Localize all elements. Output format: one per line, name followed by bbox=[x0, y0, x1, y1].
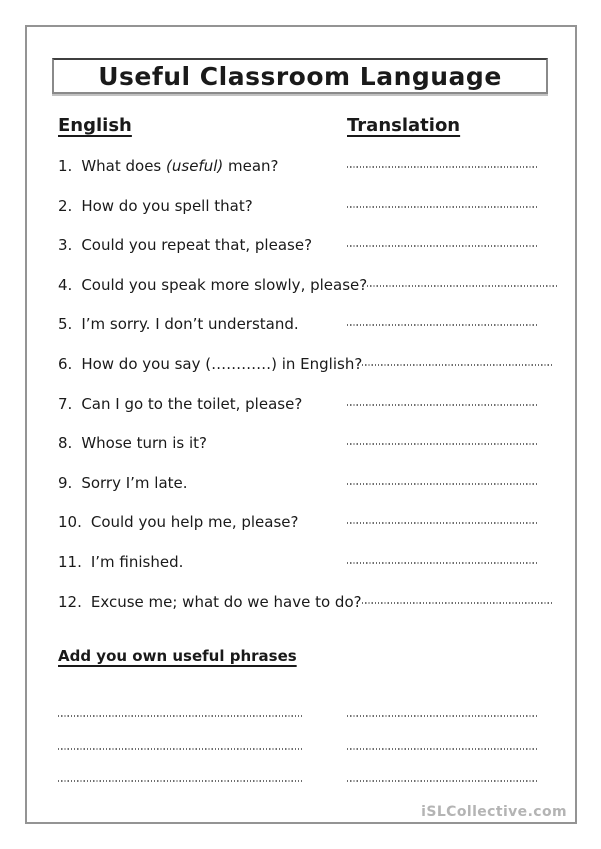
phrase-text: Could you repeat that, please? bbox=[81, 236, 313, 255]
phrase-number: 11. bbox=[58, 552, 82, 571]
phrase-row bbox=[58, 157, 540, 197]
blank-line-english bbox=[58, 715, 302, 717]
translation-blank-line bbox=[347, 522, 538, 524]
phrase-text: What does bbox=[81, 157, 167, 175]
translation-blank-line bbox=[367, 285, 558, 287]
blank-rows bbox=[58, 715, 540, 813]
phrase-row bbox=[58, 197, 540, 237]
translation-blank-line bbox=[347, 404, 538, 406]
column-gap bbox=[302, 748, 347, 749]
translation-blank-line bbox=[347, 166, 538, 168]
phrase-number: 7. bbox=[58, 394, 73, 413]
phrase-english bbox=[58, 395, 347, 414]
translation-blank-line bbox=[347, 443, 538, 445]
worksheet-page bbox=[25, 25, 577, 824]
translation-blank-line bbox=[347, 562, 538, 564]
column-gap bbox=[302, 715, 347, 716]
phrase-english bbox=[58, 593, 362, 612]
phrase-text: Whose turn is it? bbox=[81, 434, 207, 453]
phrase-english bbox=[58, 474, 347, 493]
phrase-row bbox=[58, 315, 540, 355]
phrase-english bbox=[58, 157, 347, 176]
blank-line-translation bbox=[347, 748, 538, 750]
translation-blank-line bbox=[347, 483, 538, 485]
phrase-row bbox=[58, 434, 540, 474]
phrase-number: 8. bbox=[58, 434, 73, 453]
blank-phrase-row bbox=[58, 748, 540, 781]
phrase-number: 10. bbox=[58, 513, 82, 532]
phrase-number: 2. bbox=[58, 196, 73, 215]
phrase-row bbox=[58, 355, 540, 395]
phrase-row bbox=[58, 236, 540, 276]
phrase-text: Sorry I’m late. bbox=[81, 473, 188, 492]
translation-blank-line bbox=[347, 324, 538, 326]
blank-line-english bbox=[58, 780, 302, 782]
phrase-number: 6. bbox=[58, 354, 73, 373]
column-header-english: English bbox=[58, 115, 132, 136]
phrase-text-italic: (useful) bbox=[166, 157, 224, 175]
phrase-row bbox=[58, 276, 540, 316]
phrase-english bbox=[58, 434, 347, 453]
blank-phrase-row bbox=[58, 715, 540, 748]
phrase-english bbox=[58, 513, 347, 532]
blank-line-english bbox=[58, 748, 302, 750]
phrase-text: How do you say (…………) in English? bbox=[81, 354, 363, 373]
phrase-number: 4. bbox=[58, 275, 73, 294]
watermark: iSLCollective.com bbox=[421, 804, 567, 820]
phrase-number: 12. bbox=[58, 592, 82, 611]
phrase-text: I’m sorry. I don’t understand. bbox=[81, 315, 299, 334]
add-phrases-heading: Add you own useful phrases bbox=[58, 647, 297, 665]
translation-blank-line bbox=[347, 245, 538, 247]
blank-line-translation bbox=[347, 715, 538, 717]
phrase-english bbox=[58, 315, 347, 334]
blank-line-translation bbox=[347, 780, 538, 782]
phrase-english bbox=[58, 553, 347, 572]
phrase-text: Can I go to the toilet, please? bbox=[81, 394, 303, 413]
phrase-text: Excuse me; what do we have to do? bbox=[90, 592, 362, 611]
phrase-english bbox=[58, 355, 362, 374]
phrase-text: I’m finished. bbox=[90, 552, 184, 571]
translation-blank-line bbox=[362, 602, 553, 604]
phrase-row bbox=[58, 513, 540, 553]
phrase-text: Could you help me, please? bbox=[90, 513, 299, 532]
phrase-list bbox=[58, 157, 540, 632]
page-title: Useful Classroom Language bbox=[98, 61, 502, 91]
phrase-text: Could you speak more slowly, please? bbox=[81, 275, 368, 294]
translation-blank-line bbox=[347, 206, 538, 208]
phrase-number: 5. bbox=[58, 315, 73, 334]
phrase-row bbox=[58, 395, 540, 435]
title-box bbox=[52, 58, 548, 94]
column-header-translation: Translation bbox=[347, 115, 461, 136]
phrase-number: 1. bbox=[58, 157, 73, 175]
phrase-english bbox=[58, 276, 367, 295]
phrase-number: 3. bbox=[58, 236, 73, 255]
phrase-text-after: mean? bbox=[223, 157, 279, 175]
phrase-row bbox=[58, 593, 540, 633]
phrase-row bbox=[58, 553, 540, 593]
phrase-number: 9. bbox=[58, 473, 73, 492]
column-gap bbox=[302, 780, 347, 781]
phrase-english bbox=[58, 197, 347, 216]
phrase-text: How do you spell that? bbox=[81, 196, 253, 215]
translation-blank-line bbox=[362, 364, 553, 366]
phrase-english bbox=[58, 236, 347, 255]
phrase-row bbox=[58, 474, 540, 514]
